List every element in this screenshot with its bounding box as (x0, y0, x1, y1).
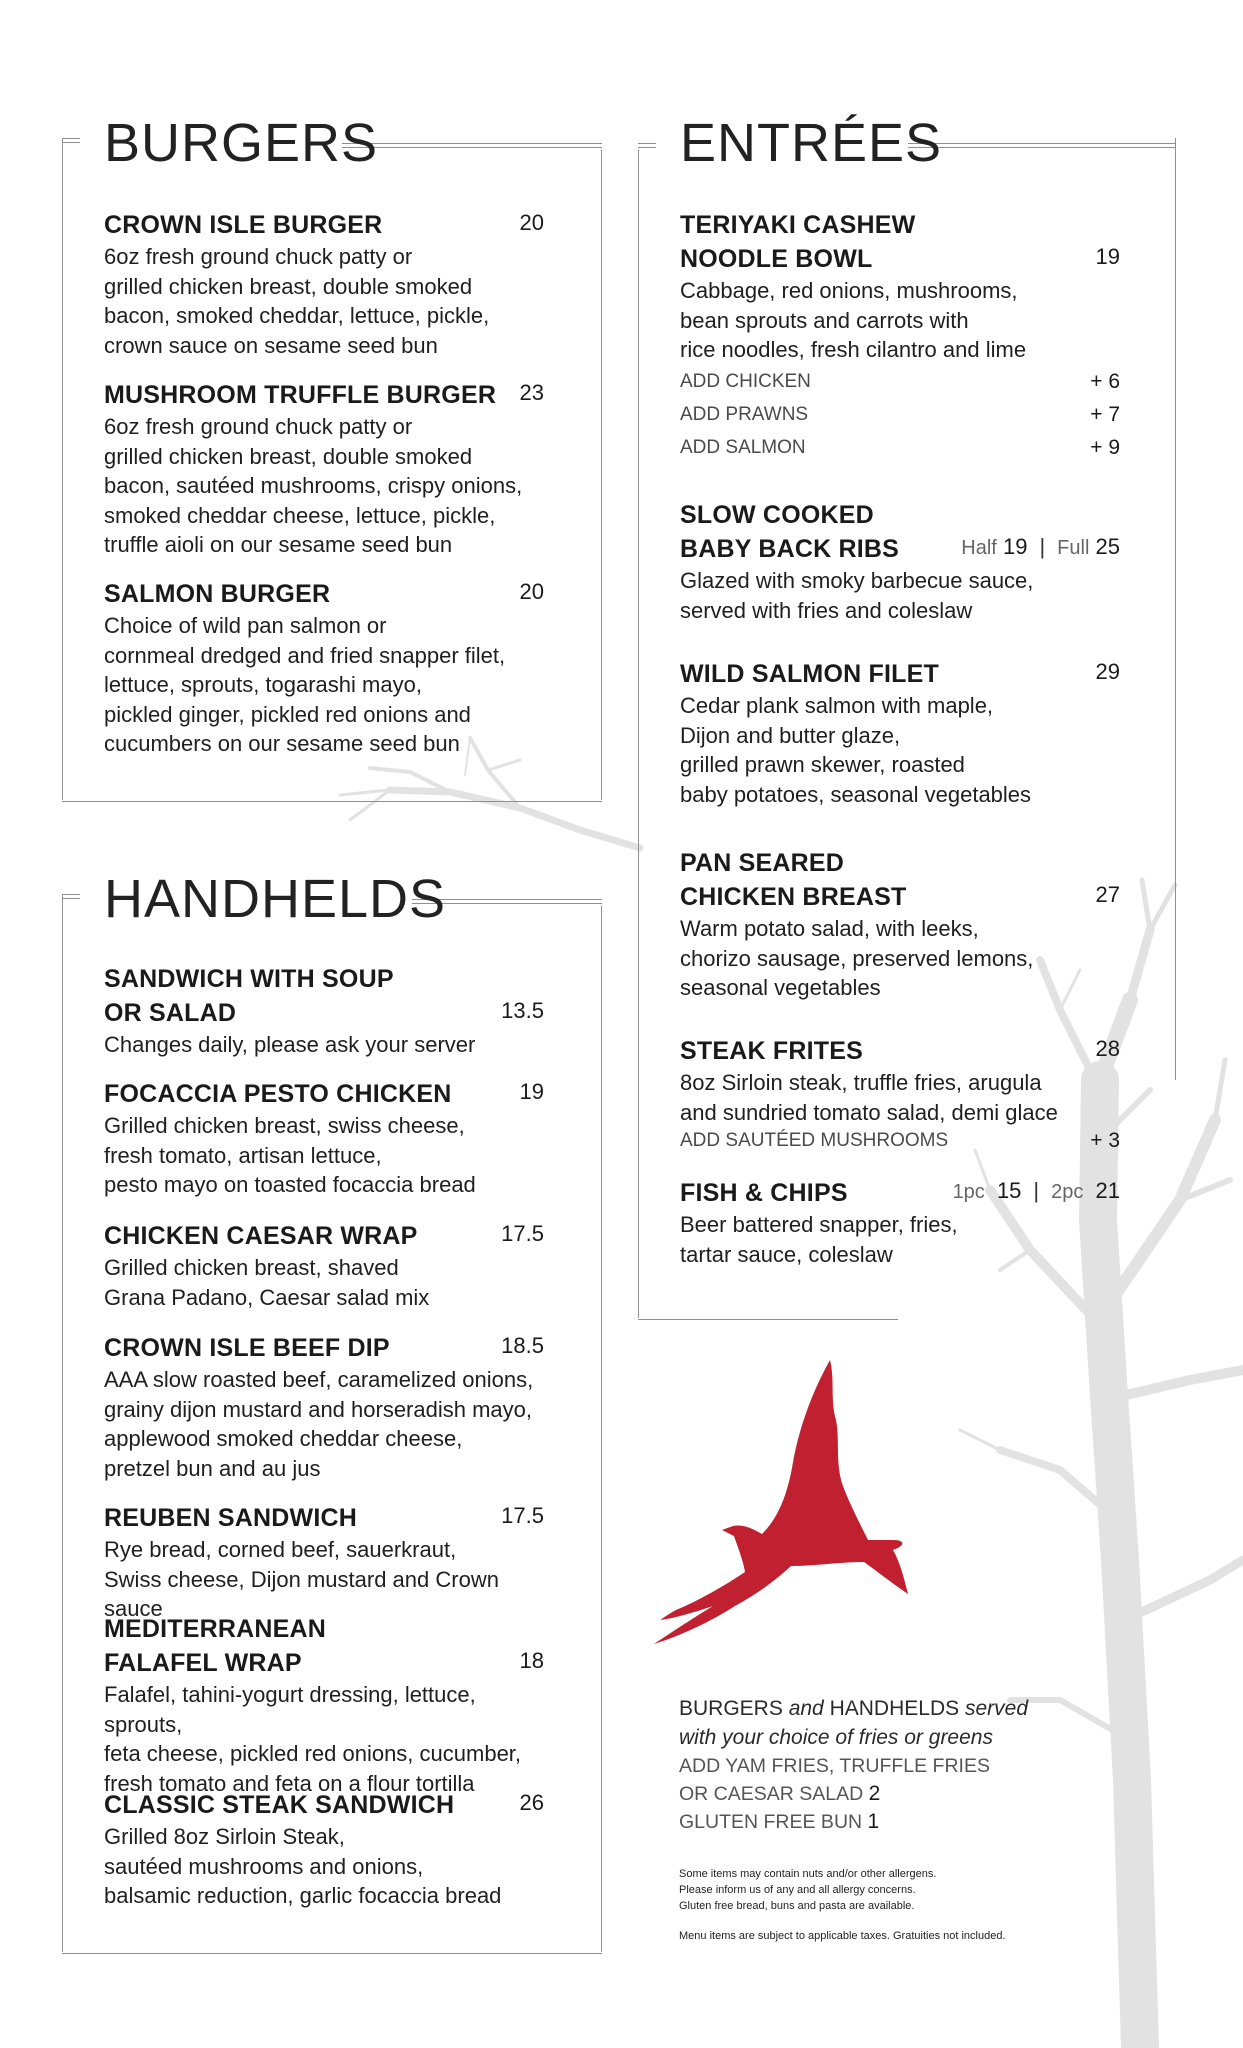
menu-item: CLASSIC STEAK SANDWICH 26 Grilled 8oz Sirloin Steak, sautéed mushrooms and onions, balsamic reduction, garlic focaccia bread (104, 1790, 544, 1908)
item-name: PAN SEARED (680, 849, 845, 877)
item-price: 27 (1095, 882, 1120, 907)
item-price: 23 (519, 380, 544, 405)
entrees-title: ENTRÉES (680, 113, 943, 173)
item-name: CHICKEN CAESAR WRAP (104, 1222, 418, 1250)
menu-item: CHICKEN CAESAR WRAP 17.5 Grilled chicken breast, shaved Grana Padano, Caesar salad mix (104, 1221, 544, 1310)
burgers-panel (62, 113, 602, 802)
addon-row: ADD SAUTÉED MUSHROOMS + 3 (680, 1129, 1120, 1152)
menu-item: PAN SEARED CHICKEN BREAST 27 Warm potato salad, with leeks, chorizo sausage, preserved lemons, seasonal vegetables (680, 846, 1120, 1003)
red-bird-icon (654, 1360, 908, 1644)
served-with-note: BURGERS and HANDHELDS served with your choice of fries or greens ADD YAM FRIES, TRUFFLE FRIES OR CAESAR SALAD 2 GLUTEN FREE BUN 1 (679, 1697, 1028, 1833)
item-price: 29 (1095, 659, 1120, 684)
item-price: 13.5 (501, 998, 544, 1023)
menu-item: FISH & CHIPS 1pc 15 | 2pc 21 Beer battered snapper, fries, tartar sauce, coleslaw (680, 1178, 1120, 1267)
item-price: 19 (1095, 244, 1120, 269)
menu-item: MEDITERRANEAN FALAFEL WRAP 18 Falafel, tahini-yogurt dressing, lettuce, sprouts, feta cheese, pickled red onions, cucumber, fresh tomato and feta on a flour tortilla (104, 1612, 544, 1798)
menu-item: MUSHROOM TRUFFLE BURGER 23 6oz fresh ground chuck patty or grilled chicken breast, double smoked bacon, sautéed mushrooms, crispy onions, smoked cheddar cheese, lettuce, pickle, truffle aioli on our sesame seed bun (104, 380, 544, 557)
item-price: 26 (519, 1790, 544, 1815)
allergy-note: Some items may contain nuts and/or other allergens. Please inform us of any and all allergy concerns. Gluten free bread, buns and pasta are available. Menu items are subject to applicable taxes. Gratuities not included. (679, 1868, 1006, 1942)
item-name: FALAFEL WRAP (104, 1649, 302, 1677)
item-name: FOCACCIA PESTO CHICKEN (104, 1080, 452, 1108)
entrees-panel (638, 113, 1176, 1320)
item-name: CHICKEN BREAST (680, 883, 907, 911)
item-name: REUBEN SANDWICH (104, 1504, 357, 1532)
item-name: BABY BACK RIBS (680, 535, 900, 563)
item-name: OR SALAD (104, 999, 237, 1027)
item-price: 20 (519, 579, 544, 604)
menu-item: SALMON BURGER 20 Choice of wild pan salmon or cornmeal dredged and fried snapper filet, lettuce, sprouts, togarashi mayo, pickled ginger, pickled red onions and cucumbers on our sesame seed bun (104, 579, 544, 756)
item-name: SALMON BURGER (104, 580, 331, 608)
item-name: FISH & CHIPS (680, 1179, 848, 1207)
price-options: 1pc 15 | 2pc 21 (952, 1178, 1120, 1203)
item-name: MEDITERRANEAN (104, 1615, 327, 1643)
item-name: TERIYAKI CASHEW (680, 211, 916, 239)
menu-item: REUBEN SANDWICH 17.5 Rye bread, corned beef, sauerkraut, Swiss cheese, Dijon mustard and Crown sauce (104, 1503, 544, 1621)
item-name: CROWN ISLE BURGER (104, 211, 383, 239)
menu-item: SANDWICH WITH SOUP OR SALAD 13.5 Changes daily, please ask your server (104, 962, 544, 1060)
handhelds-panel (62, 869, 602, 1954)
item-name: STEAK FRITES (680, 1037, 863, 1065)
item-name: SANDWICH WITH SOUP (104, 965, 394, 993)
item-price: 17.5 (501, 1221, 544, 1246)
item-price: 20 (519, 210, 544, 235)
item-price: 28 (1095, 1036, 1120, 1061)
burgers-title: BURGERS (104, 113, 379, 173)
item-name: MUSHROOM TRUFFLE BURGER (104, 381, 497, 409)
addon-row: ADD SALMON + 9 (680, 435, 1120, 459)
item-name: NOODLE BOWL (680, 245, 873, 273)
addon-row: ADD PRAWNS + 7 (680, 402, 1120, 426)
menu-item: WILD SALMON FILET 29 Cedar plank salmon with maple, Dijon and butter glaze, grilled prawn skewer, roasted baby potatoes, seasonal vegetables (680, 659, 1120, 807)
item-price: 18 (519, 1648, 544, 1673)
item-name: CLASSIC STEAK SANDWICH (104, 1791, 455, 1819)
addon-row: ADD CHICKEN + 6 (680, 369, 1120, 393)
menu-item: TERIYAKI CASHEW NOODLE BOWL 19 Cabbage, red onions, mushrooms, bean sprouts and carrots with rice noodles, fresh cilantro and lime ADD CHICKEN + 6 ADD PRAWNS + 7 ADD SALMON + 9 (680, 208, 1120, 464)
menu-item: CROWN ISLE BEEF DIP 18.5 AAA slow roasted beef, caramelized onions, grainy dijon mustard and horseradish mayo, applewood smoked cheddar cheese, pretzel bun and au jus (104, 1333, 544, 1481)
menu-item: FOCACCIA PESTO CHICKEN 19 Grilled chicken breast, swiss cheese, fresh tomato, artisan lettuce, pesto mayo on toasted focaccia bread (104, 1079, 544, 1197)
item-price: 19 (519, 1079, 544, 1104)
menu-item: STEAK FRITES 28 8oz Sirloin steak, truffle fries, arugula and sundried tomato salad, demi glace ADD SAUTÉED MUSHROOMS + 3 (680, 1034, 1120, 1155)
item-price: 18.5 (501, 1333, 544, 1358)
item-name: WILD SALMON FILET (680, 660, 939, 688)
item-name: SLOW COOKED (680, 501, 874, 529)
menu-item: SLOW COOKED BABY BACK RIBS Half 19 | Full 25 Glazed with smoky barbecue sauce, served with fries and coleslaw (680, 498, 1120, 625)
item-name: CROWN ISLE BEEF DIP (104, 1334, 390, 1362)
item-price: 17.5 (501, 1503, 544, 1528)
handhelds-title: HANDHELDS (104, 869, 447, 929)
menu-item: CROWN ISLE BURGER 20 6oz fresh ground chuck patty or grilled chicken breast, double smoked bacon, smoked cheddar, lettuce, pickle, crown sauce on sesame seed bun (104, 210, 544, 358)
price-options: Half 19 | Full 25 (961, 534, 1120, 559)
